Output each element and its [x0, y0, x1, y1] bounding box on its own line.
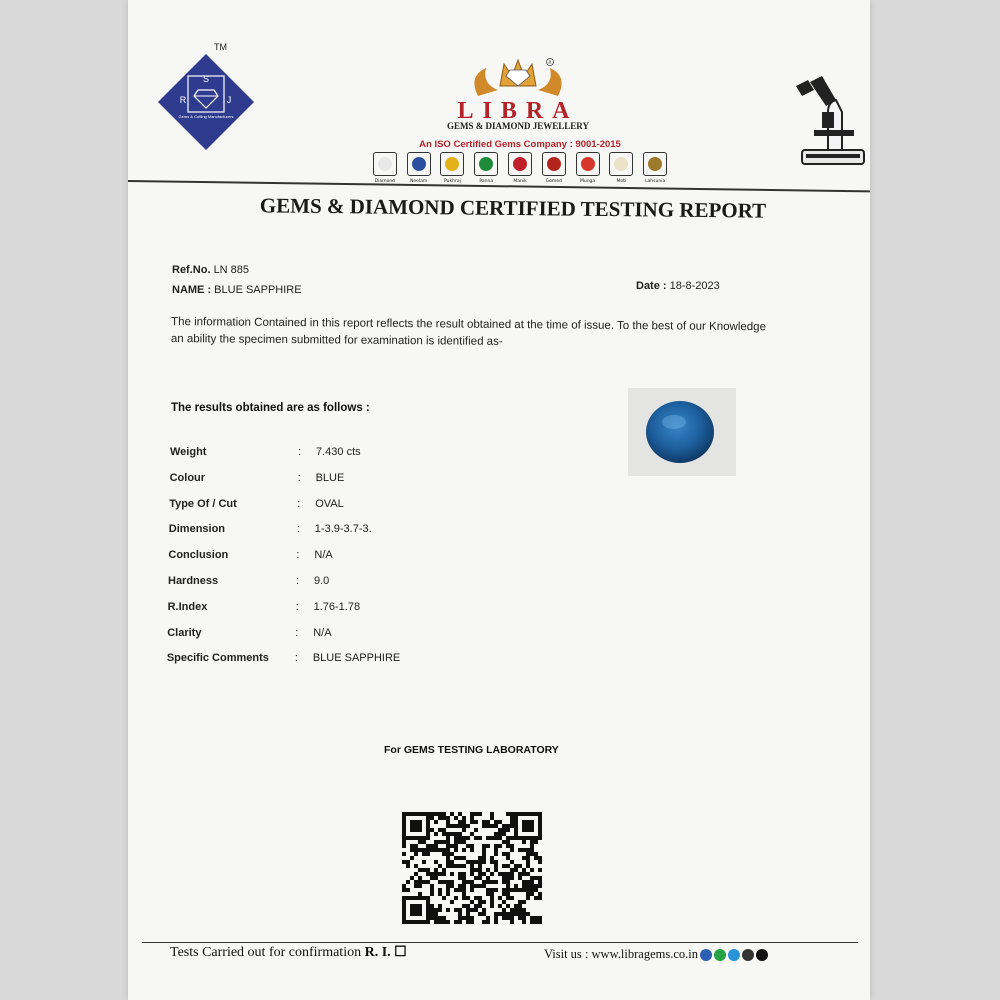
blue-sapphire-image — [628, 388, 736, 476]
result-value: N/A — [313, 626, 332, 639]
info-paragraph: The information Contained in this report reflects the result obtained at the time of issue. To the best of our Knowledge an ability the specimen submitted for examination is identified as- — [170, 316, 767, 348]
result-separator: : — [297, 497, 301, 510]
result-separator: : — [298, 446, 302, 458]
result-row — [168, 601, 360, 613]
gem-item — [370, 152, 400, 192]
result-label: Dimension — [168, 523, 226, 536]
tests-confirmation — [170, 944, 407, 961]
report-date — [636, 280, 720, 292]
result-separator: : — [297, 471, 301, 484]
gem-swatch-icon — [542, 152, 566, 176]
twitter-icon[interactable] — [728, 949, 740, 961]
result-row — [167, 652, 400, 664]
gemstone-photo — [628, 388, 736, 476]
result-value: 7.430 cts — [316, 446, 361, 458]
result-separator: : — [296, 575, 300, 587]
gem-label: Diamond — [374, 179, 396, 184]
ref-value: LN 885 — [213, 264, 250, 276]
result-value: N/A — [314, 549, 333, 562]
svg-text:Gems & Cutting Manufacturers: Gems & Cutting Manufacturers — [178, 114, 234, 119]
gem-label: Pukhraj — [444, 179, 461, 184]
result-label: Colour — [169, 471, 206, 484]
ref-label: Ref.No. — [172, 264, 211, 276]
svg-text:J: J — [226, 95, 232, 105]
brand-name: LIBRA — [457, 98, 579, 124]
result-separator: : — [294, 652, 298, 665]
date-value: 18-8-2023 — [669, 280, 720, 292]
date-label: Date : — [636, 280, 667, 292]
result-separator: : — [295, 600, 299, 613]
svg-text:S: S — [202, 74, 210, 84]
result-label: Hardness — [168, 575, 219, 587]
whatsapp-icon[interactable] — [714, 949, 726, 961]
name-value: BLUE SAPPHIRE — [214, 284, 302, 296]
srj-logo — [156, 52, 256, 152]
microscope-icon — [792, 72, 870, 172]
gem-swatch-icon — [440, 152, 464, 176]
svg-text:R: R — [179, 95, 187, 105]
result-row — [168, 575, 329, 587]
result-row — [170, 472, 345, 484]
gem-label: Neelam — [410, 179, 428, 184]
qr-code-icon — [402, 812, 542, 924]
gem-label: Manik — [513, 179, 527, 184]
results-heading: The results obtained are as follows : — [171, 402, 370, 414]
result-separator: : — [296, 549, 300, 562]
ref-number — [172, 264, 249, 276]
result-row — [169, 498, 344, 510]
svg-text:R: R — [548, 61, 552, 66]
result-row — [170, 446, 361, 458]
gem-swatch-icon — [407, 152, 431, 176]
gem-swatch-icon — [643, 152, 667, 176]
result-row — [167, 627, 331, 639]
certificate-sheet — [128, 0, 870, 1000]
gem-item — [640, 152, 670, 192]
gem-label: Gomed — [545, 179, 562, 184]
result-label: Conclusion — [168, 549, 229, 562]
result-value: OVAL — [315, 497, 344, 510]
youtube-icon[interactable] — [742, 949, 754, 961]
specimen-name — [172, 284, 302, 296]
result-value: BLUE SAPPHIRE — [312, 652, 401, 665]
result-label: R.Index — [167, 600, 208, 613]
gem-label: Lahsunia — [645, 179, 666, 184]
result-value: BLUE — [315, 471, 345, 484]
result-value: 9.0 — [314, 575, 330, 587]
instagram-icon[interactable] — [756, 949, 768, 961]
gem-swatch-icon — [373, 152, 397, 176]
gem-swatch-icon — [474, 152, 498, 176]
facebook-icon[interactable] — [700, 949, 712, 961]
gem-label: Panna — [479, 179, 494, 184]
result-row — [168, 549, 332, 561]
result-label: Type Of / Cut — [169, 497, 237, 510]
iso-certification: An ISO Certified Gems Company : 9001-2015 — [419, 139, 621, 150]
result-separator: : — [296, 523, 300, 536]
result-label: Specific Comments — [166, 652, 269, 665]
footer-divider — [142, 942, 858, 943]
result-row — [169, 523, 372, 535]
tests-text: Tests Carried out for confirmation — [170, 945, 362, 960]
ri-text: R. I. ☐ — [364, 945, 407, 960]
result-value: 1.76-1.78 — [313, 600, 361, 613]
result-separator: : — [295, 626, 299, 639]
gem-label: Moti — [616, 179, 627, 184]
gem-label: Munga — [579, 179, 596, 184]
trademark-mark: TM — [214, 42, 227, 52]
result-label: Weight — [170, 446, 207, 458]
gem-swatch-icon — [508, 152, 532, 176]
report-title: GEMS & DIAMOND CERTIFIED TESTING REPORT — [259, 193, 767, 223]
result-label: Clarity — [167, 626, 202, 639]
website — [544, 947, 768, 962]
result-value: 1-3.9-3.7-3. — [314, 523, 372, 536]
gem-swatch-icon — [576, 152, 600, 176]
lab-signature-label: For GEMS TESTING LABORATORY — [384, 744, 559, 756]
gem-swatch-icon — [609, 152, 633, 176]
brand-subtitle: GEMS & DIAMOND JEWELLERY — [447, 121, 589, 131]
name-label: NAME : — [172, 284, 212, 296]
visit-text[interactable]: Visit us : www.libragems.co.in — [544, 947, 698, 961]
